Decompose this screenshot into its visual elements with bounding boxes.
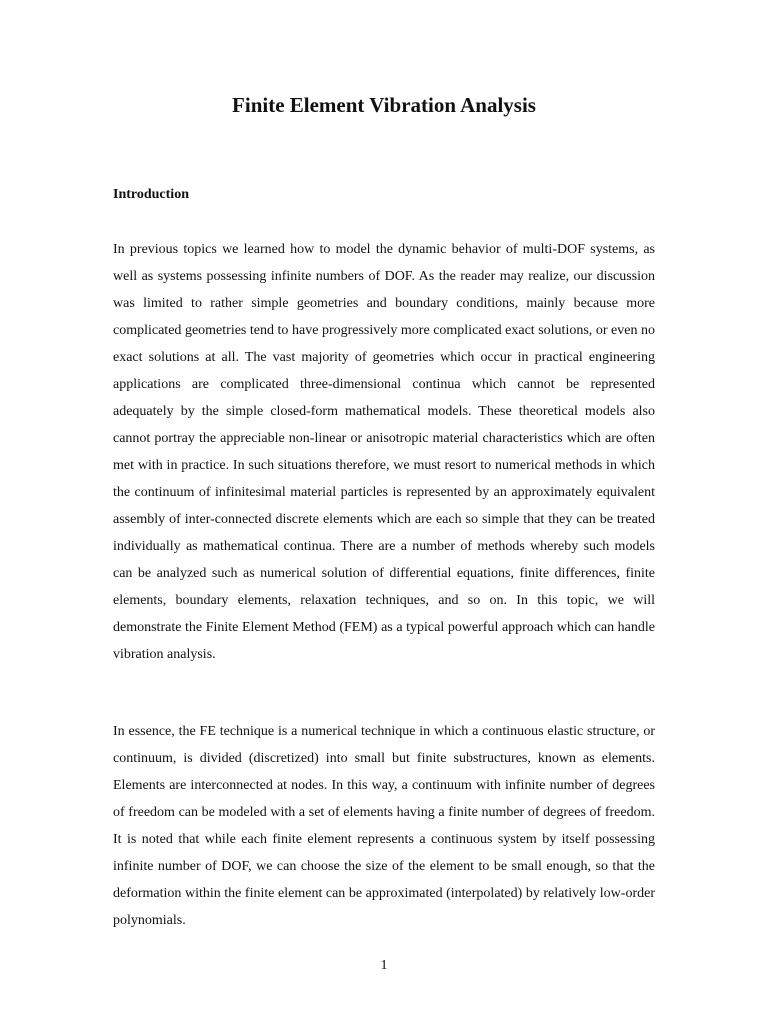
paragraph-1: In previous topics we learned how to model the dynamic behavior of multi-DOF systems, as well as systems possessing infinite numbers of DOF. As the reader may realize, our discussion was limited to rather simple geometries and boundary conditions, mainly because more complicated geometries tend to have progressively more complicated exact solutions, or even no exact solutions at all. The vast majority of geometries which occur in practical engineering applications are complicated three-dimensional continua which cannot be represented adequately by the simple closed-form mathematical models. These theoretical models also cannot portray the appreciable non-linear or anisotropic material characteristics which are often met with in practice. In such situations therefore, we must resort to numerical methods in which the continuum of infinitesimal material particles is represented by an approximately equivalent assembly of inter-connected discrete elements which are each so simple that they can be treated individually as mathematical continua. There are a number of methods whereby such models can be analyzed such as numerical solution of differential equations, finite differences, finite elements, boundary elements, relaxation techniques, and so on. In this topic, we will demonstrate the Finite Element Method (FEM) as a typical powerful approach which can handle vibration analysis. [113,242,655,662]
page-title: Finite Element Vibration Analysis [232,93,536,117]
page-number: 1 [380,958,388,973]
paragraph-2: In essence, the FE technique is a numerical technique in which a continuous elastic structure, or continuum, is divided (discretized) into small but finite substructures, known as elements. Elements are interconnected at nodes. In this way, a continuum with infinite number of degrees of freedom can be modeled with a set of elements having a finite number of degrees of freedom. It is noted that while each finite element represents a continuous system by itself possessing infinite number of DOF, we can choose the size of the element to be small enough, so that the deformation within the finite element can be approximated (interpolated) by relatively low-order polynomials. [113,724,655,928]
section-heading-introduction: Introduction [113,187,189,202]
